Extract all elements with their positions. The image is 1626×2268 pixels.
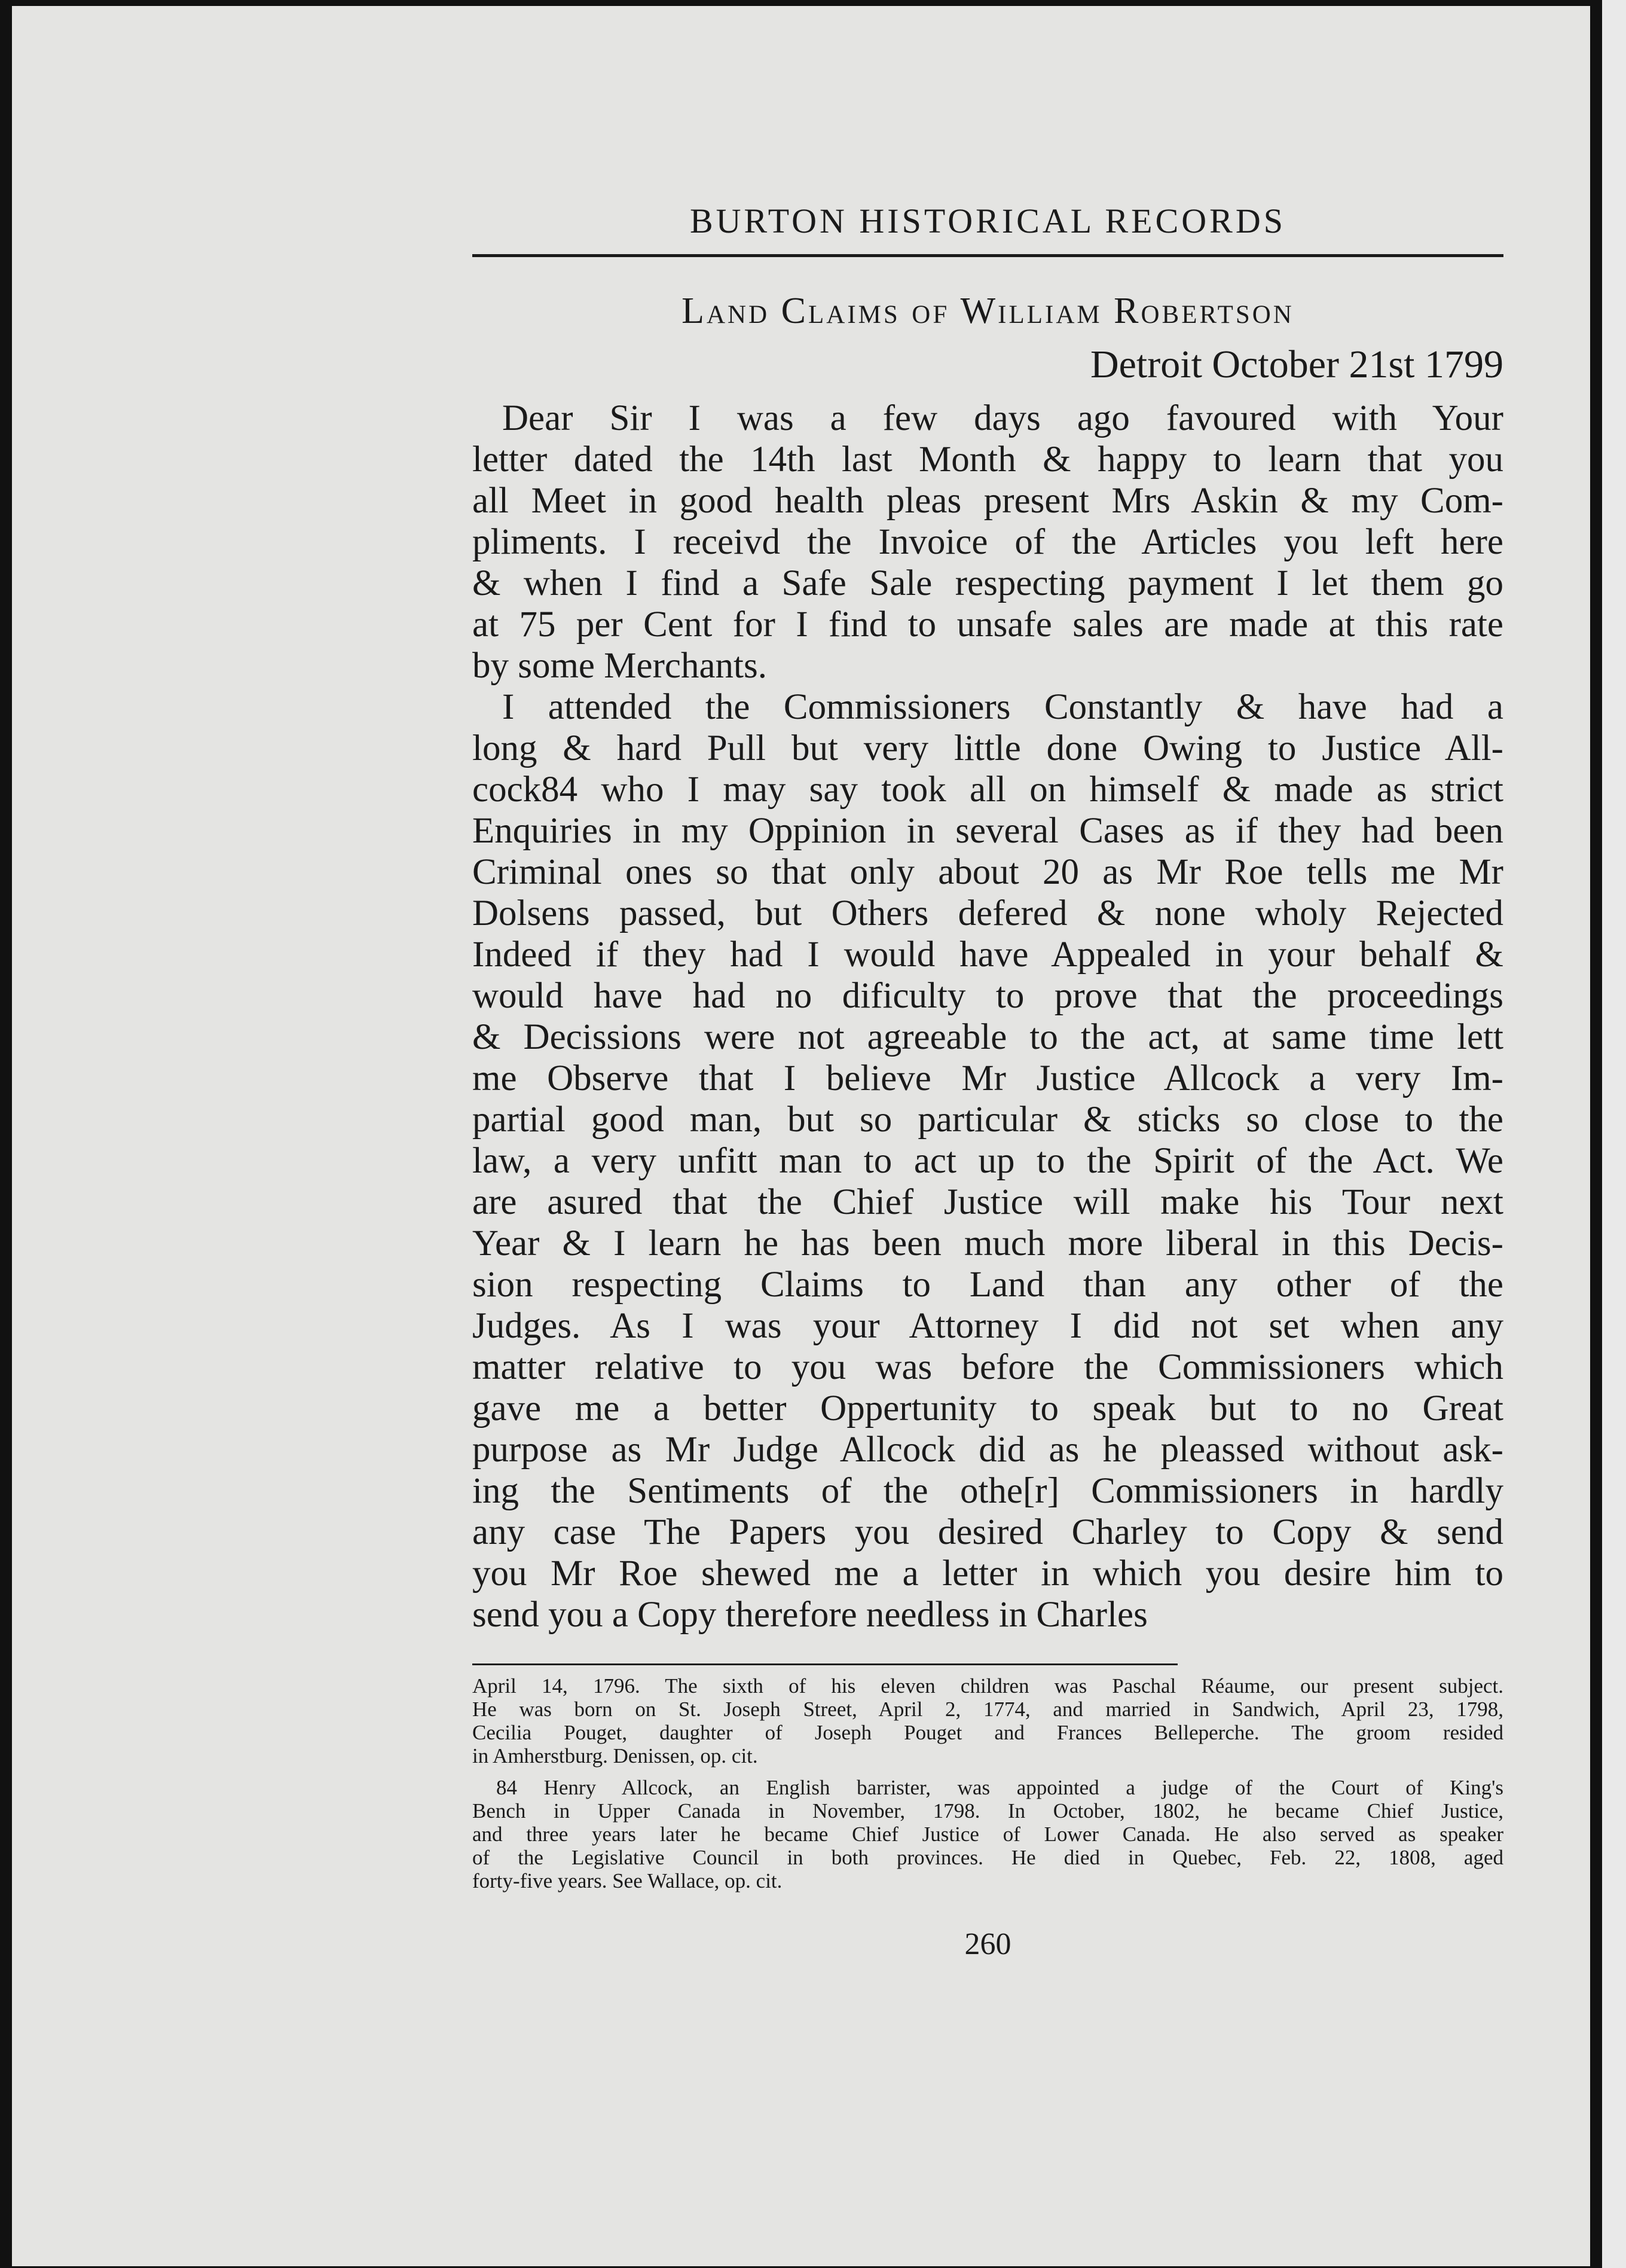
body-line: me Observe that I believe Mr Justice Allcock a very Im-	[472, 1058, 1503, 1098]
body-line: by some Merchants.	[472, 646, 767, 686]
body-line: Dear Sir I was a few days ago favoured with Your	[502, 398, 1503, 438]
footnote-line: and three years later he became Chief Justice of Lower Canada. He also served as speaker	[472, 1823, 1503, 1846]
body-line: are asured that the Chief Justice will make his Tour next	[472, 1182, 1503, 1222]
body-line: Criminal ones so that only about 20 as Mr Roe tells me Mr	[472, 852, 1503, 892]
footnote-rule	[472, 1663, 1178, 1665]
body-line: partial good man, but so particular & sticks so close to the	[472, 1100, 1503, 1140]
body-line: Enquiries in my Oppinion in several Cases as if they had been	[472, 811, 1503, 851]
footnotes	[472, 1674, 1503, 1892]
footnote-line: April 14, 1796. The sixth of his eleven children was Paschal Réaume, our present subject.	[472, 1674, 1503, 1698]
body-line: you Mr Roe shewed me a letter in which you desire him to	[472, 1553, 1503, 1594]
footnote-line: forty-five years. See Wallace, op. cit.	[472, 1869, 783, 1892]
footnote-line: 84 Henry Allcock, an English barrister, was appointed a judge of the Court of King's	[496, 1776, 1503, 1799]
letter-dateline: Detroit October 21st 1799	[1090, 343, 1503, 386]
letter-body	[472, 398, 1503, 1635]
body-line: would have had no dificulty to prove that the proceedings	[472, 976, 1503, 1016]
body-line: send you a Copy therefore needless in Charles	[472, 1595, 1148, 1635]
body-line: at 75 per Cent for I find to unsafe sales are made at this rate	[472, 605, 1503, 645]
body-line: sion respecting Claims to Land than any other of the	[472, 1265, 1503, 1305]
book-page	[12, 6, 1590, 2266]
footnote-line: of the Legislative Council in both provinces. He died in Quebec, Feb. 22, 1808, aged	[472, 1846, 1503, 1869]
body-line: pliments. I receivd the Invoice of the Articles you left here	[472, 522, 1503, 562]
body-line: any case The Papers you desired Charley to Copy & send	[472, 1512, 1503, 1552]
body-line: Indeed if they had I would have Appealed in your behalf &	[472, 935, 1503, 975]
body-line: gave me a better Oppertunity to speak but to no Great	[472, 1388, 1503, 1428]
body-line: Year & I learn he has been much more liberal in this Decis-	[472, 1223, 1503, 1263]
body-line: cock84 who I may say took all on himself & made as strict	[472, 770, 1503, 810]
body-line: & Decissions were not agreeable to the act, at same time lett	[472, 1017, 1503, 1057]
body-line: all Meet in good health pleas present Mrs Askin & my Com-	[472, 481, 1503, 521]
header-rule	[472, 254, 1503, 257]
page-number: 260	[964, 1927, 1011, 1961]
body-line: long & hard Pull but very little done Owing to Justice All-	[472, 728, 1503, 768]
body-line: & when I find a Safe Sale respecting payment I let them go	[472, 563, 1503, 603]
body-line: ing the Sentiments of the othe[r] Commissioners in hardly	[472, 1471, 1503, 1511]
scan-shadow	[0, 0, 12, 2268]
footnote-line: in Amherstburg. Denissen, op. cit.	[472, 1744, 758, 1768]
footnote-line: Cecilia Pouget, daughter of Joseph Pouget and Frances Belleperche. The groom resided	[472, 1721, 1503, 1744]
section-title: Land Claims of William Robertson	[681, 291, 1294, 331]
running-head: BURTON HISTORICAL RECORDS	[689, 202, 1286, 240]
body-line: I attended the Commissioners Constantly & have had a	[502, 687, 1503, 727]
footnote-line: He was born on St. Joseph Street, April 2, 1774, and married in Sandwich, April 23, 1798,	[472, 1698, 1503, 1721]
scan-edge	[1602, 0, 1626, 2268]
body-line: Dolsens passed, but Others defered & none wholy Rejected	[472, 893, 1503, 933]
body-line: matter relative to you was before the Commissioners which	[472, 1347, 1503, 1387]
body-line: law, a very unfitt man to act up to the Spirit of the Act. We	[472, 1141, 1503, 1181]
body-line: purpose as Mr Judge Allcock did as he pleassed without ask-	[472, 1430, 1503, 1470]
body-line: letter dated the 14th last Month & happy to learn that you	[472, 439, 1503, 480]
footnote-line: Bench in Upper Canada in November, 1798. In October, 1802, he became Chief Justice,	[472, 1799, 1503, 1823]
body-line: Judges. As I was your Attorney I did not set when any	[472, 1306, 1503, 1346]
